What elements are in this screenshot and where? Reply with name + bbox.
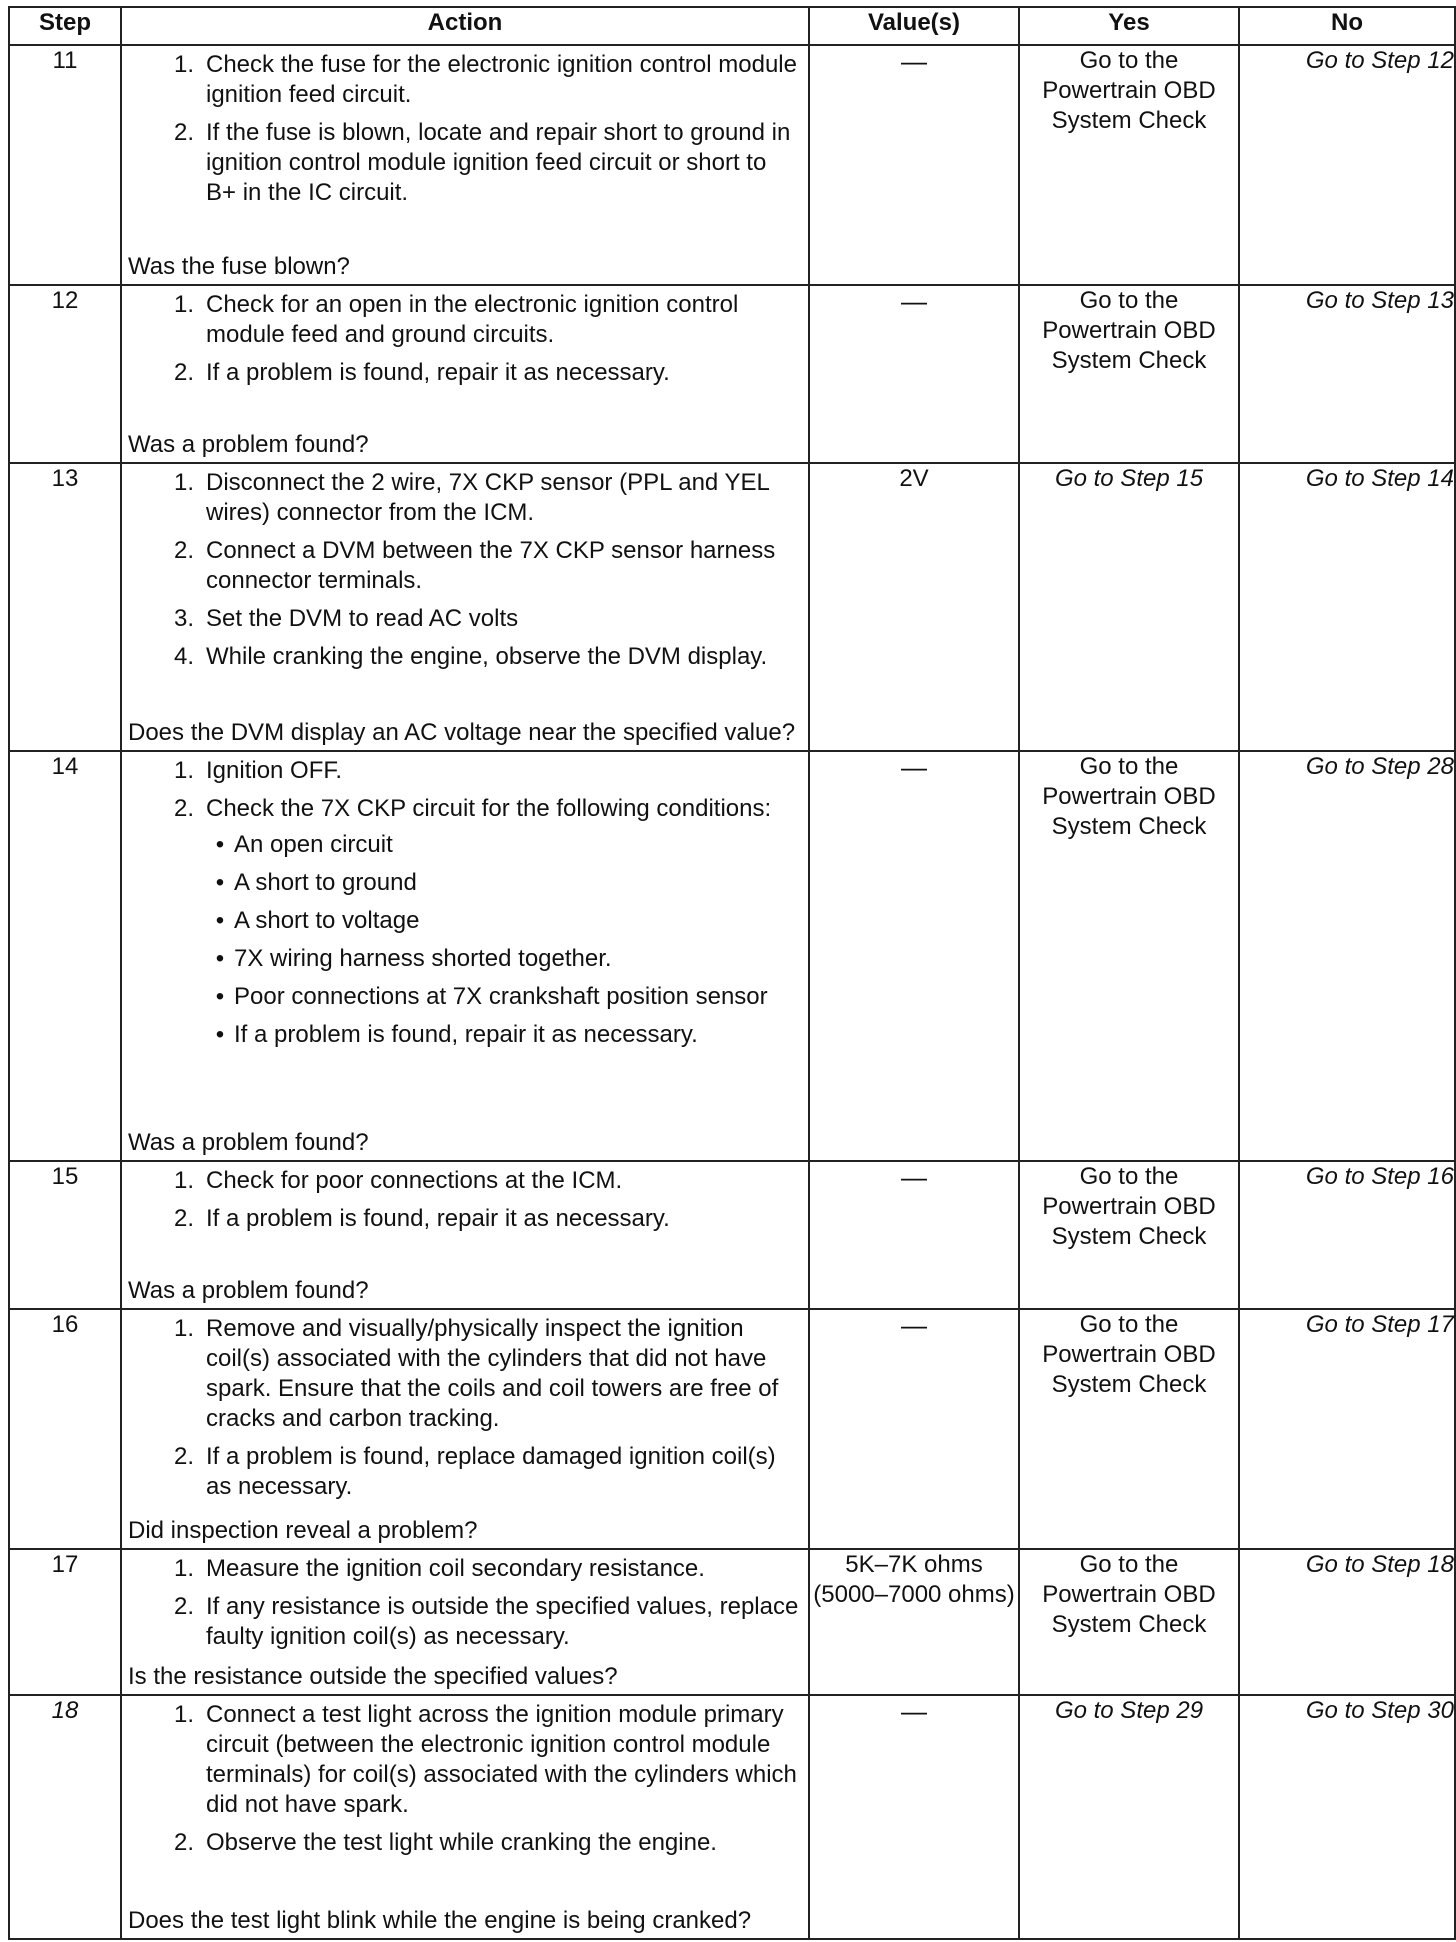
value-cell: —	[809, 1695, 1019, 1939]
yes-result: Go to the Powertrain OBD System Check	[1019, 45, 1239, 285]
table-row	[9, 1695, 1455, 1939]
action-cell	[121, 1695, 809, 1939]
value-cell: —	[809, 751, 1019, 1161]
list-item: 2. If any resistance is outside the specified values, replace faulty ignition coil(s) as necessary.	[173, 1593, 799, 1650]
bullet-item: • An open circuit	[215, 831, 393, 858]
action-cell	[121, 285, 809, 463]
value-cell: —	[809, 1161, 1019, 1309]
list-item: 2. Connect a DVM between the 7X CKP sensor harness connector terminals.	[173, 537, 776, 594]
yes-result: Go to the Powertrain OBD System Check	[1019, 1161, 1239, 1309]
question-text: Was the fuse blown?	[128, 253, 350, 280]
list-item: 1. Ignition OFF.	[173, 757, 343, 784]
action-cell	[121, 1549, 809, 1695]
table-row	[9, 1309, 1455, 1549]
list-item: 4. While cranking the engine, observe the DVM display.	[173, 643, 768, 670]
no-result: Go to Step 12	[1239, 45, 1455, 285]
bullet-item: • If a problem is found, repair it as necessary.	[215, 1021, 698, 1048]
list-item: 1. Disconnect the 2 wire, 7X CKP sensor (PPL and YEL wires) connector from the ICM.	[173, 469, 769, 526]
step-number: 14	[9, 751, 121, 1161]
diagnostic-table	[8, 6, 1456, 1940]
question-text: Does the test light blink while the engine is being cranked?	[128, 1907, 752, 1934]
action-cell	[121, 463, 809, 751]
list-item: 1. Measure the ignition coil secondary resistance.	[173, 1555, 705, 1582]
bullet-item: • A short to voltage	[215, 907, 420, 934]
condition-list	[206, 830, 802, 1050]
list-item: 2. If the fuse is blown, locate and repair short to ground in ignition control module ignition feed circuit or short to B+ in the IC circuit.	[173, 119, 791, 206]
header-value: Value(s)	[809, 7, 1019, 45]
list-item: 1. Check the fuse for the electronic ignition control module ignition feed circuit.	[173, 51, 797, 108]
question-text: Is the resistance outside the specified values?	[128, 1663, 618, 1690]
yes-result: Go to the Powertrain OBD System Check	[1019, 1549, 1239, 1695]
list-item: 1. Check for poor connections at the ICM.	[173, 1167, 623, 1194]
header-action: Action	[121, 7, 809, 45]
question-text: Was a problem found?	[128, 1277, 369, 1304]
list-item: 2. Observe the test light while cranking the engine.	[173, 1829, 717, 1856]
yes-result: Go to the Powertrain OBD System Check	[1019, 285, 1239, 463]
value-cell: —	[809, 285, 1019, 463]
question-text: Was a problem found?	[128, 431, 369, 458]
bullet-item: • Poor connections at 7X crankshaft position sensor	[215, 983, 768, 1010]
no-result: Go to Step 28	[1239, 751, 1455, 1161]
list-item: 2. If a problem is found, repair it as necessary.	[173, 1205, 670, 1232]
list-item: 2. If a problem is found, repair it as necessary.	[173, 359, 670, 386]
yes-result: Go to Step 29	[1019, 1695, 1239, 1939]
no-result: Go to Step 18	[1239, 1549, 1455, 1695]
action-cell	[121, 45, 809, 285]
step-number: 15	[9, 1161, 121, 1309]
table-row	[9, 285, 1455, 463]
header-step: Step	[9, 7, 121, 45]
list-item: 3. Set the DVM to read AC volts	[173, 605, 519, 632]
header-row	[9, 7, 1455, 45]
question-text: Did inspection reveal a problem?	[128, 1517, 478, 1544]
action-cell	[121, 1161, 809, 1309]
no-result: Go to Step 14	[1239, 463, 1455, 751]
step-number: 17	[9, 1549, 121, 1695]
yes-result: Go to the Powertrain OBD System Check	[1019, 1309, 1239, 1549]
step-number: 11	[9, 45, 121, 285]
no-result: Go to Step 17	[1239, 1309, 1455, 1549]
step-number: 13	[9, 463, 121, 751]
table-row	[9, 1549, 1455, 1695]
step-number: 18	[9, 1695, 121, 1939]
header-yes: Yes	[1019, 7, 1239, 45]
question-text: Was a problem found?	[128, 1129, 369, 1156]
value-cell: 5K–7K ohms (5000–7000 ohms)	[809, 1549, 1019, 1695]
no-result: Go to Step 13	[1239, 285, 1455, 463]
value-cell: —	[809, 45, 1019, 285]
list-item: 2. If a problem is found, replace damaged ignition coil(s) as necessary.	[173, 1443, 776, 1500]
step-number: 16	[9, 1309, 121, 1549]
table-row	[9, 45, 1455, 285]
table-row	[9, 1161, 1455, 1309]
list-item: 1. Check for an open in the electronic ignition control module feed and ground circuits.	[173, 291, 739, 348]
action-cell	[121, 1309, 809, 1549]
step-number: 12	[9, 285, 121, 463]
list-item: 2. Check the 7X CKP circuit for the following conditions: • An open circuit • A short to ground • A short to voltage • 7X wiring harness shorted together. • Poor connections at 7X crankshaft position sensor • If a problem is found, repair it as necessary.	[128, 794, 802, 1058]
bullet-item: • 7X wiring harness shorted together.	[215, 945, 612, 972]
yes-result: Go to Step 15	[1019, 463, 1239, 751]
value-cell: —	[809, 1309, 1019, 1549]
no-result: Go to Step 16	[1239, 1161, 1455, 1309]
header-no: No	[1239, 7, 1455, 45]
no-result: Go to Step 30	[1239, 1695, 1455, 1939]
list-item: 1. Connect a test light across the ignition module primary circuit (between the electronic ignition control module terminals) for coil(s) associated with the cylinders which did not have spark.	[173, 1701, 797, 1818]
bullet-item: • A short to ground	[215, 869, 417, 896]
action-cell	[121, 751, 809, 1161]
table-row	[9, 751, 1455, 1161]
value-cell: 2V	[809, 463, 1019, 751]
yes-result: Go to the Powertrain OBD System Check	[1019, 751, 1239, 1161]
question-text: Does the DVM display an AC voltage near the specified value?	[128, 719, 796, 746]
table-row	[9, 463, 1455, 751]
list-item: 1. Remove and visually/physically inspect the ignition coil(s) associated with the cylinders that did not have spark. Ensure that the coils and coil towers are free of cracks and carbon tracking.	[173, 1315, 779, 1432]
